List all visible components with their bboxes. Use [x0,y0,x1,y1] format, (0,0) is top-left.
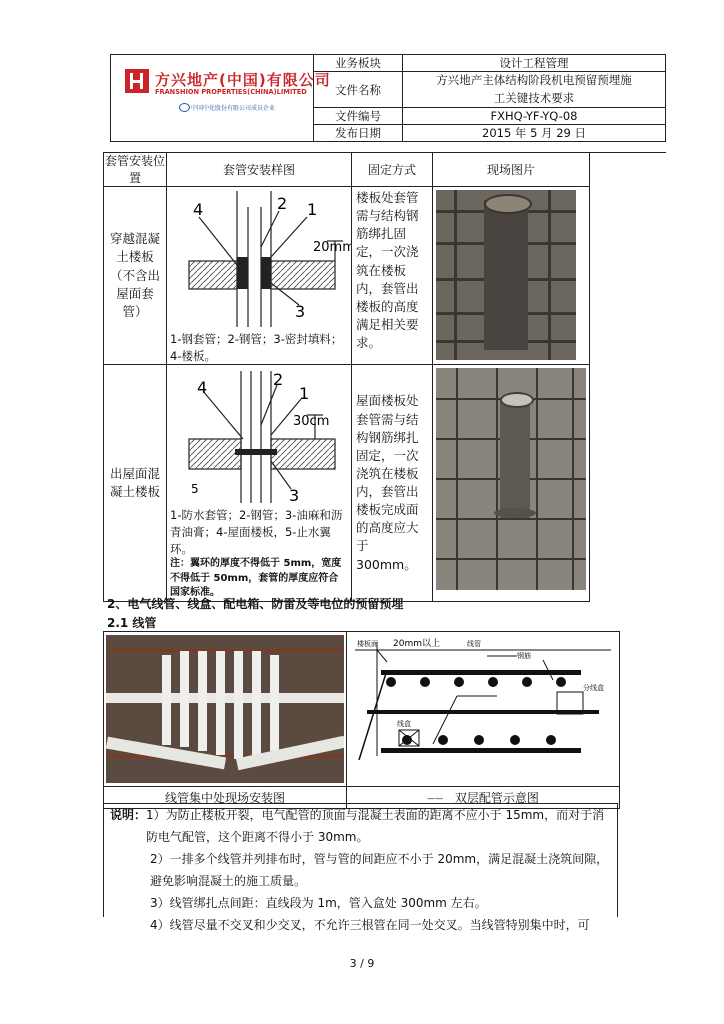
header-label: 业务板块 [314,55,403,72]
photo-cell [433,365,590,602]
drawing-label: 4 [197,378,208,398]
company-logo: 方兴地产(中国)有限公司 FRANSHION PROPERTIES(CHINA)LIMITED 中国中化股份有限公司成员企业 [111,55,314,142]
site-photo-floor-sleeve [436,190,576,360]
explanation-item: 3）线管绑扎点间距：直线段为 1m，管入盒处 300mm 左右。 [150,896,487,910]
drawing-cell [167,187,352,365]
drawing-label: 2 [273,370,284,390]
diagram-label: 楼板面 [357,640,378,648]
site-photo-conduits [106,635,344,783]
column-header: 套管安装位置 [104,154,165,185]
column-header: 现场图片 [433,153,590,187]
conduit-figure-table [103,631,620,809]
drawing-label: 1 [307,200,318,219]
photo-cell [104,632,347,787]
drawing-caption: 1-防水套管；2-钢管；3-油麻和沥青油膏；4-屋面楼板，5-止水翼环。 [170,508,343,556]
header-label: 发布日期 [314,125,403,142]
drawing-label: 4 [193,200,204,219]
diagram-label: 线管 [467,640,481,648]
header-label: 文件名称 [314,72,403,108]
header-value: 2015 年 5 月 29 日 [403,125,666,142]
sleeve-drawing-roof [167,365,351,503]
drawing-note: 注：翼环的厚度不得低于 5mm，宽度不得低于 50mm，套管的厚度应符合国家标准。 [170,558,342,599]
sleeve-table [103,152,590,602]
double-layer-conduit-diagram [347,632,619,782]
explanation-item: 1）为防止楼板开裂，电气配管的顶面与混凝土表面的距离不应小于 15mm，而对于消防电气配管，这个距离不得小于 30mm。 [146,808,605,844]
diagram-label: 20mm以上 [393,639,440,649]
drawing-label: 3 [295,302,306,321]
header-value: 方兴地产主体结构阶段机电预留预埋施工关键技术要求 [403,72,666,108]
sleeve-drawing-floor [167,187,351,327]
drawing-label: 3 [289,486,300,504]
drawing-label: 1 [299,384,310,404]
diagram-label: 钢筋 [517,652,531,660]
sinochem-icon [179,103,190,112]
explanation-item: 4）线管尽量不交叉和少交叉，不允许三根管在同一处交叉。当线管特别集中时，可 [150,918,590,932]
caption-mark: —— [427,794,444,803]
page-number: 3 / 9 [349,957,375,970]
header-value: 设计工程管理 [403,55,666,72]
figure-caption: 双层配管示意图 [454,791,539,805]
header-label: 文件编号 [314,108,403,125]
photo-cell [433,187,590,365]
location-cell: 穿越混凝土楼板（不含出屋面套管） [104,187,167,365]
diagram-label: 线盒 [397,720,411,728]
drawing-label: 20mm [313,240,351,255]
fixing-cell: 楼板处套管需与结构钢筋绑扎固定，一次浇筑在楼板内，套管出楼板的高度满足相关要求。 [352,187,433,365]
company-logo-icon [125,69,149,93]
column-header: 套管安装样图 [167,153,352,187]
diagram-label: 分线盒 [583,684,604,692]
section-heading: 2、电气线管、线盒、配电箱、防雷及等电位的预留预埋 [107,597,404,611]
site-photo-roof-sleeve [436,368,586,590]
explanation-item: 2）一排多个线管并列排布时，管与管的间距应不小于 20mm，满足混凝土浇筑间隙，避免影响混凝土的施工质量。 [150,852,609,888]
location-cell: 出屋面混凝土楼板 [104,365,167,602]
header-value: FXHQ-YF-YQ-08 [403,108,666,125]
figure-caption: 线管集中处现场安装图 [104,787,347,809]
column-header: 固定方式 [352,153,433,187]
explanation-label: 说明： [110,808,147,822]
drawing-caption: 1-钢套管；2-钢管；3-密封填料；4-楼板。 [170,332,343,363]
drawing-cell [167,365,352,602]
document-header [110,54,666,142]
drawing-label: 5 [191,482,199,497]
fixing-cell: 屋面楼板处套管需与结构钢筋绑扎固定，一次浇筑在楼板内，套管出楼板完成面的高度应大于 300mm。 [352,365,433,602]
explanation-box [103,803,618,932]
subsection-heading: 2.1 线管 [107,616,157,630]
diagram-cell [347,632,620,787]
drawing-label: 2 [277,194,288,213]
drawing-label: 30cm [293,414,330,430]
